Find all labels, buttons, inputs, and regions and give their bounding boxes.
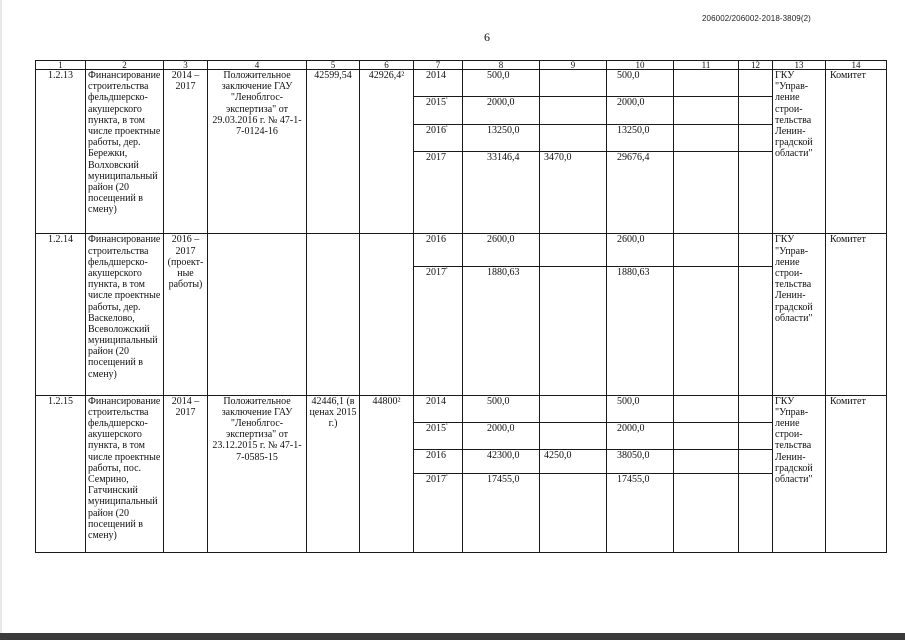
empty-cell (739, 70, 773, 97)
empty-cell (739, 234, 773, 266)
scan-bottom-edge (0, 633, 905, 640)
item-conclusion: Положительное заключение ГАУ "Леноблгос-экспертиза" от 29.03.2016 г. № 47-1-7-0124-16 (208, 70, 307, 234)
empty-cell (674, 266, 739, 395)
federal-amount (540, 70, 607, 97)
column-number: 10 (607, 61, 674, 70)
total-amount: 33146,4 (463, 151, 540, 234)
total-amount: 42300,0 (463, 450, 540, 474)
federal-amount: 4250,0 (540, 450, 607, 474)
year-cell (414, 97, 463, 124)
year-cell (414, 70, 463, 97)
item-code: 1.2.13 (36, 70, 86, 234)
empty-cell (739, 266, 773, 395)
year-value: 2017 (426, 266, 446, 278)
regional-amount: 1880,63 (607, 266, 674, 395)
federal-amount: 3470,0 (540, 151, 607, 234)
empty-cell (739, 450, 773, 474)
item-description: Финансирование строительства фельдшерско-акушерского пункта, в том числе проектные работы, пос. Семрино, Гатчинский муниципальный район (20 посещений в смену) (86, 395, 164, 552)
year-cell (414, 151, 463, 234)
year-value: 2016 (426, 234, 446, 246)
item-period: 2016 – 2017 (проект-ные работы) (164, 234, 208, 395)
column-number: 1 (36, 61, 86, 70)
total-amount: 2000,0 (463, 422, 540, 449)
empty-cell (739, 474, 773, 553)
empty-cell (674, 234, 739, 266)
regional-amount: 29676,4 (607, 151, 674, 234)
item-cost-total: 42926,4² (360, 70, 414, 234)
item-period: 2014 – 2017 (164, 70, 208, 234)
year-cell (414, 124, 463, 151)
total-amount: 500,0 (463, 70, 540, 97)
federal-amount (540, 234, 607, 266)
column-number-row (36, 61, 887, 70)
column-number: 4 (208, 61, 307, 70)
empty-cell (674, 70, 739, 97)
year-cell (414, 422, 463, 449)
total-amount: 13250,0 (463, 124, 540, 151)
financing-table (35, 60, 887, 553)
federal-amount (540, 124, 607, 151)
partner: Комитет (826, 234, 887, 395)
federal-amount (540, 266, 607, 395)
column-number: 6 (360, 61, 414, 70)
column-number: 3 (164, 61, 208, 70)
partner: Комитет (826, 70, 887, 234)
federal-amount (540, 97, 607, 124)
year-value: 2015 (426, 97, 446, 109)
federal-amount (540, 474, 607, 553)
year-value: 2014 (426, 70, 446, 82)
responsible-executor: ГКУ "Управ-ление строи-тельства Ленин-градской области" (773, 234, 826, 395)
partner: Комитет (826, 395, 887, 552)
year-cell (414, 450, 463, 474)
item-period: 2014 – 2017 (164, 395, 208, 552)
total-amount: 17455,0 (463, 474, 540, 553)
regional-amount: 500,0 (607, 395, 674, 422)
page-number: 6 (484, 30, 490, 44)
item-code: 1.2.14 (36, 234, 86, 395)
regional-amount: 38050,0 (607, 450, 674, 474)
year-cell (414, 395, 463, 422)
empty-cell (739, 395, 773, 422)
regional-amount: 500,0 (607, 70, 674, 97)
federal-amount (540, 395, 607, 422)
empty-cell (739, 97, 773, 124)
year-value: 2017 (426, 151, 446, 163)
column-number: 12 (739, 61, 773, 70)
column-number: 5 (307, 61, 360, 70)
column-number: 8 (463, 61, 540, 70)
footnote-mark: ¹ (446, 422, 448, 429)
empty-cell (674, 422, 739, 449)
regional-amount: 2000,0 (607, 422, 674, 449)
scan-edge (0, 0, 2, 640)
column-number: 2 (86, 61, 164, 70)
year-value: 2016 (426, 450, 446, 462)
item-cost-estimate: 42599,54 (307, 70, 360, 234)
item-cost-total: 44800² (360, 395, 414, 552)
column-number: 9 (540, 61, 607, 70)
column-number: 7 (414, 61, 463, 70)
federal-amount (540, 422, 607, 449)
empty-cell (739, 124, 773, 151)
year-cell (414, 474, 463, 553)
item-cost-total (360, 234, 414, 395)
total-amount: 2000,0 (463, 97, 540, 124)
empty-cell (739, 422, 773, 449)
column-number: 13 (773, 61, 826, 70)
table-row (36, 70, 887, 97)
item-code: 1.2.15 (36, 395, 86, 552)
item-cost-estimate (307, 234, 360, 395)
empty-cell (674, 97, 739, 124)
table-row (36, 395, 887, 422)
table-row (36, 234, 887, 266)
total-amount: 500,0 (463, 395, 540, 422)
year-value: 2014 (426, 395, 446, 407)
item-description: Финансирование строительства фельдшерско-акушерского пункта, в том числе проектные работы, дер. Бережки, Волховский муниципальный район (20 посещений в смену) (86, 70, 164, 234)
total-amount: 1880,63 (463, 266, 540, 395)
year-cell (414, 234, 463, 266)
regional-amount: 2000,0 (607, 97, 674, 124)
regional-amount: 2600,0 (607, 234, 674, 266)
column-number: 14 (826, 61, 887, 70)
document-number: 206002/206002-2018-3809(2) (702, 14, 811, 23)
item-description: Финансирование строительства фельдшерско-акушерского пункта, в том числе проектные работы, дер. Васкелово, Всеволожский муниципальный район (20 посещений в смену) (86, 234, 164, 395)
regional-amount: 17455,0 (607, 474, 674, 553)
empty-cell (674, 474, 739, 553)
year-value: 2017 (426, 474, 446, 486)
empty-cell (674, 450, 739, 474)
year-cell (414, 266, 463, 395)
item-cost-estimate: 42446,1 (в ценах 2015 г.) (307, 395, 360, 552)
year-value: 2015 (426, 422, 446, 434)
responsible-executor: ГКУ "Управ-ление строи-тельства Ленин-градской области" (773, 70, 826, 234)
footnote-mark: ¹ (446, 266, 448, 273)
footnote-mark: ¹ (446, 96, 448, 103)
empty-cell (674, 395, 739, 422)
total-amount: 2600,0 (463, 234, 540, 266)
regional-amount: 13250,0 (607, 124, 674, 151)
item-conclusion: Положительное заключение ГАУ "Леноблгос-экспертиза" от 23.12.2015 г. № 47-1-7-0585-15 (208, 395, 307, 552)
year-value: 2016 (426, 124, 446, 136)
footnote-mark: ¹ (446, 124, 448, 131)
empty-cell (739, 151, 773, 234)
empty-cell (674, 151, 739, 234)
responsible-executor: ГКУ "Управ-ление строи-тельства Ленин-градской области" (773, 395, 826, 552)
empty-cell (674, 124, 739, 151)
footnote-mark: ¹ (446, 473, 448, 480)
item-conclusion (208, 234, 307, 395)
column-number: 11 (674, 61, 739, 70)
